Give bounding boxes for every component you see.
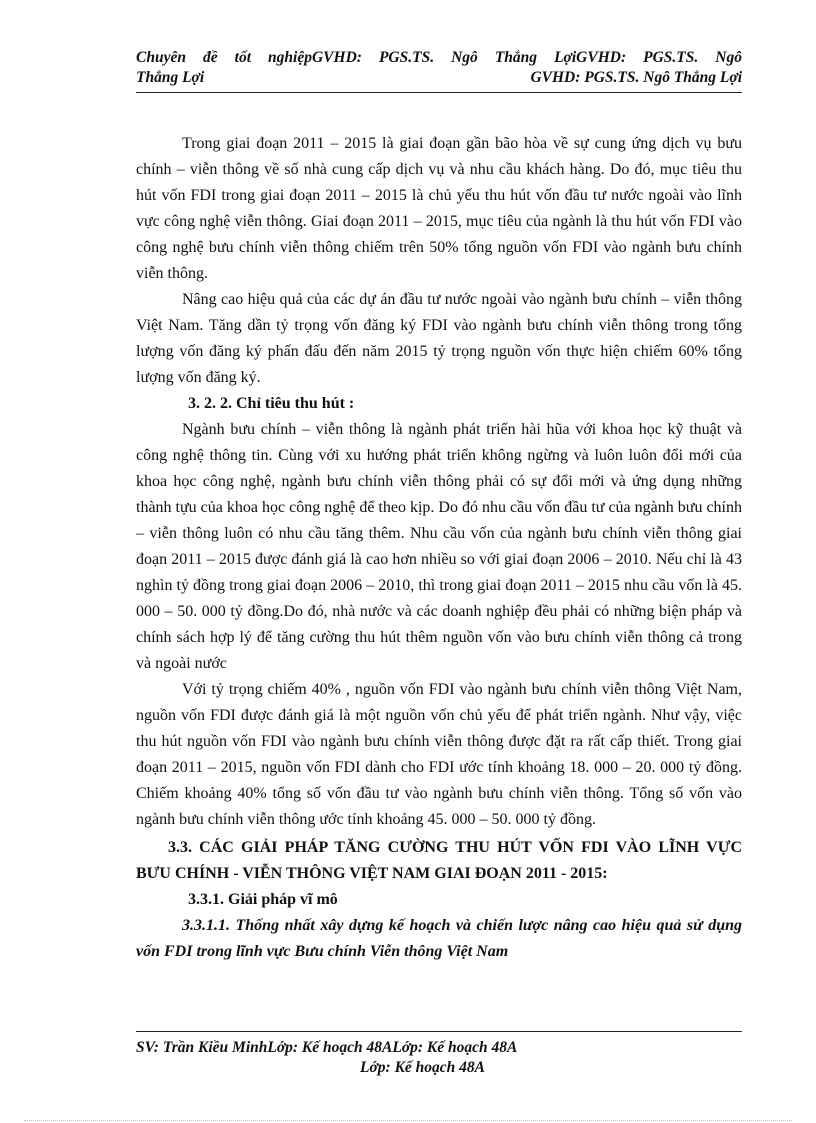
page-bottom-dotted-line	[24, 1120, 792, 1121]
paragraph-1: Trong giai đoạn 2011 – 2015 là giai đoạn gần bão hòa về sự cung ứng dịch vụ bưu chính – viễn thông về số nhà cung cấp dịch vụ và nhu cầu khách hàng. Do đó, mục tiêu thu hút vốn FDI trong giai đoạn 2011 – 2015 là chủ yếu thu hút vốn đầu tư nước ngoài vào lĩnh vực công nghệ viễn thông. Giai đoạn 2011 – 2015, mục tiêu của ngành là thu hút vốn FDI vào công nghệ bưu chính viễn thông chiếm trên 50% tổng nguồn vốn FDI vào ngành bưu chính viễn thông.	[136, 135, 742, 282]
header-line-2	[136, 68, 742, 88]
document-body	[136, 131, 742, 965]
section-heading-3-2-2: 3. 2. 2. Chỉ tiêu thu hút :	[188, 395, 355, 412]
footer-line-2: Lớp: Kế hoạch 48A	[360, 1059, 485, 1076]
header-line-2-left: Thắng Lợi	[136, 69, 205, 86]
footer-rule	[136, 1031, 742, 1032]
footer-line-1: SV: Trần Kiều MinhLớp: Kế hoạch 48ALớp: Kế hoạch 48A	[136, 1039, 518, 1056]
page-footer	[136, 1038, 742, 1078]
section-heading-3-3: 3.3. CÁC GIẢI PHÁP TĂNG CƯỜNG THU HÚT VỐN FDI VÀO LĨNH VỰC BƯU CHÍNH - VIỄN THÔNG VIỆT NAM GIAI ĐOẠN 2011 - 2015:	[136, 839, 742, 882]
header-rule	[136, 92, 742, 93]
page-header	[136, 48, 742, 88]
section-heading-3-3-1-1: 3.3.1.1. Thống nhất xây dựng kế hoạch và chiến lược nâng cao hiệu quả sử dụng vốn FDI trong lĩnh vực Bưu chính Viễn thông Việt Nam	[136, 917, 742, 960]
header-line-1: Chuyên đề tốt nghiệpGVHD: PGS.TS. Ngô Thắng LợiGVHD: PGS.TS. Ngô	[136, 49, 742, 66]
paragraph-3: Ngành bưu chính – viễn thông là ngành phát triển hài hũa với khoa học kỹ thuật và công nghệ thông tin. Cùng với xu hướng phát triển không ngừng và luôn luôn đổi mới của khoa học công nghệ, ngành bưu chính viễn thông phải có sự đổi mới và ứng dụng những thành tựu của khoa học công nghệ để theo kịp. Do đó nhu cầu vốn đầu tư của ngành bưu chính – viễn thông luôn có nhu cầu tăng thêm. Nhu cầu vốn của ngành bưu chính viễn thông giai đoạn 2011 – 2015 được đánh giá là cao hơn nhiều so với giai đoạn 2006 – 2010. Nếu chỉ là 43 nghìn tỷ đồng trong giai đoạn 2006 – 2010, thì trong giai đoạn 2011 – 2015 nhu cầu vốn là 45. 000 – 50. 000 tỷ đồng.Do đó, nhà nước và các doanh nghiệp đều phải có những biện pháp và chính sách hợp lý để tăng cường thu hút thêm nguồn vốn vào bưu chính viễn thông cả trong và ngoài nước	[136, 421, 742, 672]
paragraph-4: Với tỷ trọng chiếm 40% , nguồn vốn FDI vào ngành bưu chính viễn thông Việt Nam, nguồn vốn FDI được đánh giá là một nguồn vốn chủ yếu để phát triển ngành. Như vậy, việc thu hút nguồn vốn FDI vào ngành bưu chính viễn thông được đặt ra rất cấp thiết. Trong giai đoạn 2011 – 2015, nguồn vốn FDI dành cho FDI ước tính khoảng 18. 000 – 20. 000 tỷ đồng. Chiếm khoảng 40% tổng số vốn đầu tư vào ngành bưu chính viễn thông. Tổng số vốn vào ngành bưu chính viễn thông ước tính khoảng 45. 000 – 50. 000 tỷ đồng.	[136, 681, 742, 828]
section-heading-3-3-1: 3.3.1. Giải pháp vĩ mô	[188, 891, 338, 908]
paragraph-2: Nâng cao hiệu quả của các dự án đầu tư nước ngoài vào ngành bưu chính – viễn thông Việt Nam. Tăng dần tỷ trọng vốn đăng ký FDI vào ngành bưu chính viễn thông trong tổng lượng vốn đăng ký phấn đấu đến năm 2015 tỷ trọng nguồn vốn thực hiện chiếm 60% tổng lượng vốn đăng ký.	[136, 291, 742, 386]
header-line-2-right: GVHD: PGS.TS. Ngô Thắng Lợi	[530, 69, 742, 86]
